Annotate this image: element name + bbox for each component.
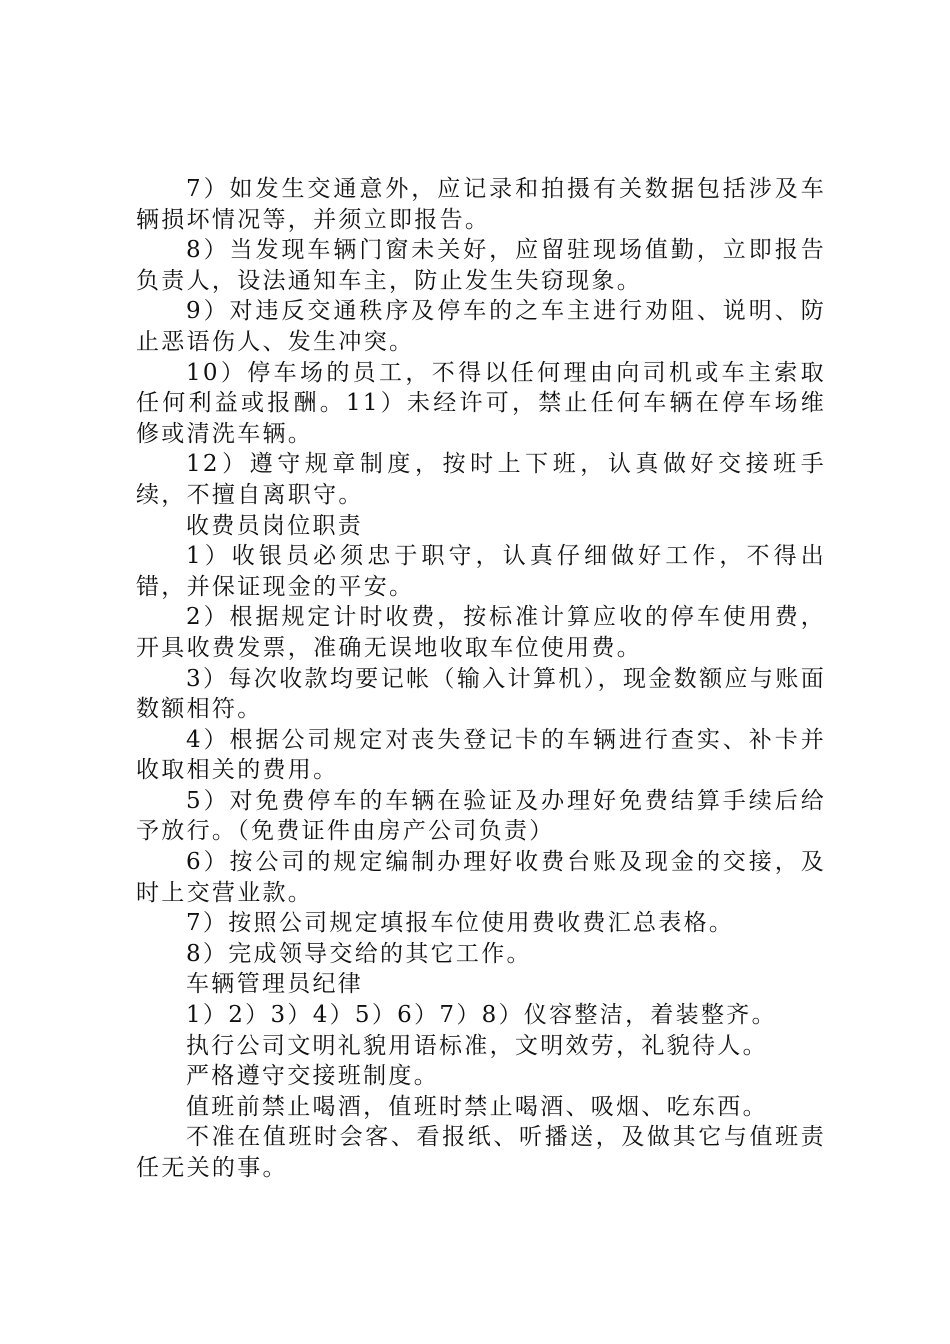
paragraph-19: 值班前禁止喝酒，值班时禁止喝酒、吸烟、吃东西。	[186, 1093, 768, 1120]
paragraph-9: 3）每次收款均要记帐（输入计算机），现金数额应与账面数额相符。	[136, 665, 826, 723]
section-heading-cashier: 收费员岗位职责	[186, 512, 364, 539]
paragraph-8: 2）根据规定计时收费，按标准计算应收的停车使用费，开具收费发票，准确无误地收取车位使用费。	[136, 604, 826, 661]
paragraph-14: 8）完成领导交给的其它工作。	[186, 940, 532, 967]
paragraph-11: 5）对免费停车的车辆在验证及办理好免费结算手续后给予放行。（免费证件由房产公司负责）	[136, 787, 826, 845]
paragraph-7: 1）收银员必须忠于职守，认真仔细做好工作，不得出错，并保证现金的平安。	[136, 543, 826, 600]
paragraph-3: 9）对违反交通秩序及停车的之车主进行劝阻、说明、防止恶语伤人、发生冲突。	[136, 298, 826, 355]
paragraph-10: 4）根据公司规定对丧失登记卡的车辆进行查实、补卡并收取相关的费用。	[136, 726, 826, 784]
paragraph-16: 1）2）3）4）5）6）7）8）仪容整洁，着装整齐。	[186, 1002, 777, 1029]
paragraph-12: 6）按公司的规定编制办理好收费台账及现金的交接，及时上交营业款。	[136, 849, 826, 906]
document-body	[136, 174, 826, 1184]
paragraph-13: 7）按照公司规定填报车位使用费收费汇总表格。	[186, 910, 735, 937]
paragraph-1: 7）如发生交通意外，应记录和拍摄有关数据包括涉及车辆损坏情况等，并须立即报告。	[136, 176, 826, 233]
paragraph-2: 8）当发现车辆门窗未关好，应留驻现场值勤，立即报告负责人，设法通知车主，防止发生失窃现象。	[136, 237, 826, 294]
paragraph-17: 执行公司文明礼貌用语标准，文明效劳，礼貌待人。	[186, 1032, 768, 1059]
paragraph-4: 10）停车场的员工，不得以任何理由向司机或车主索取任何利益或报酬。11）未经许可，禁止任何车辆在停车场维修或清洗车辆。	[136, 359, 826, 447]
paragraph-20: 不准在值班时会客、看报纸、听播送，及做其它与值班责任无关的事。	[136, 1124, 826, 1181]
paragraph-5: 12）遵守规章制度，按时上下班，认真做好交接班手续，不擅自离职守。	[136, 451, 826, 508]
section-heading-vehicle-manager: 车辆管理员纪律	[186, 971, 364, 998]
paragraph-18: 严格遵守交接班制度。	[186, 1063, 439, 1090]
